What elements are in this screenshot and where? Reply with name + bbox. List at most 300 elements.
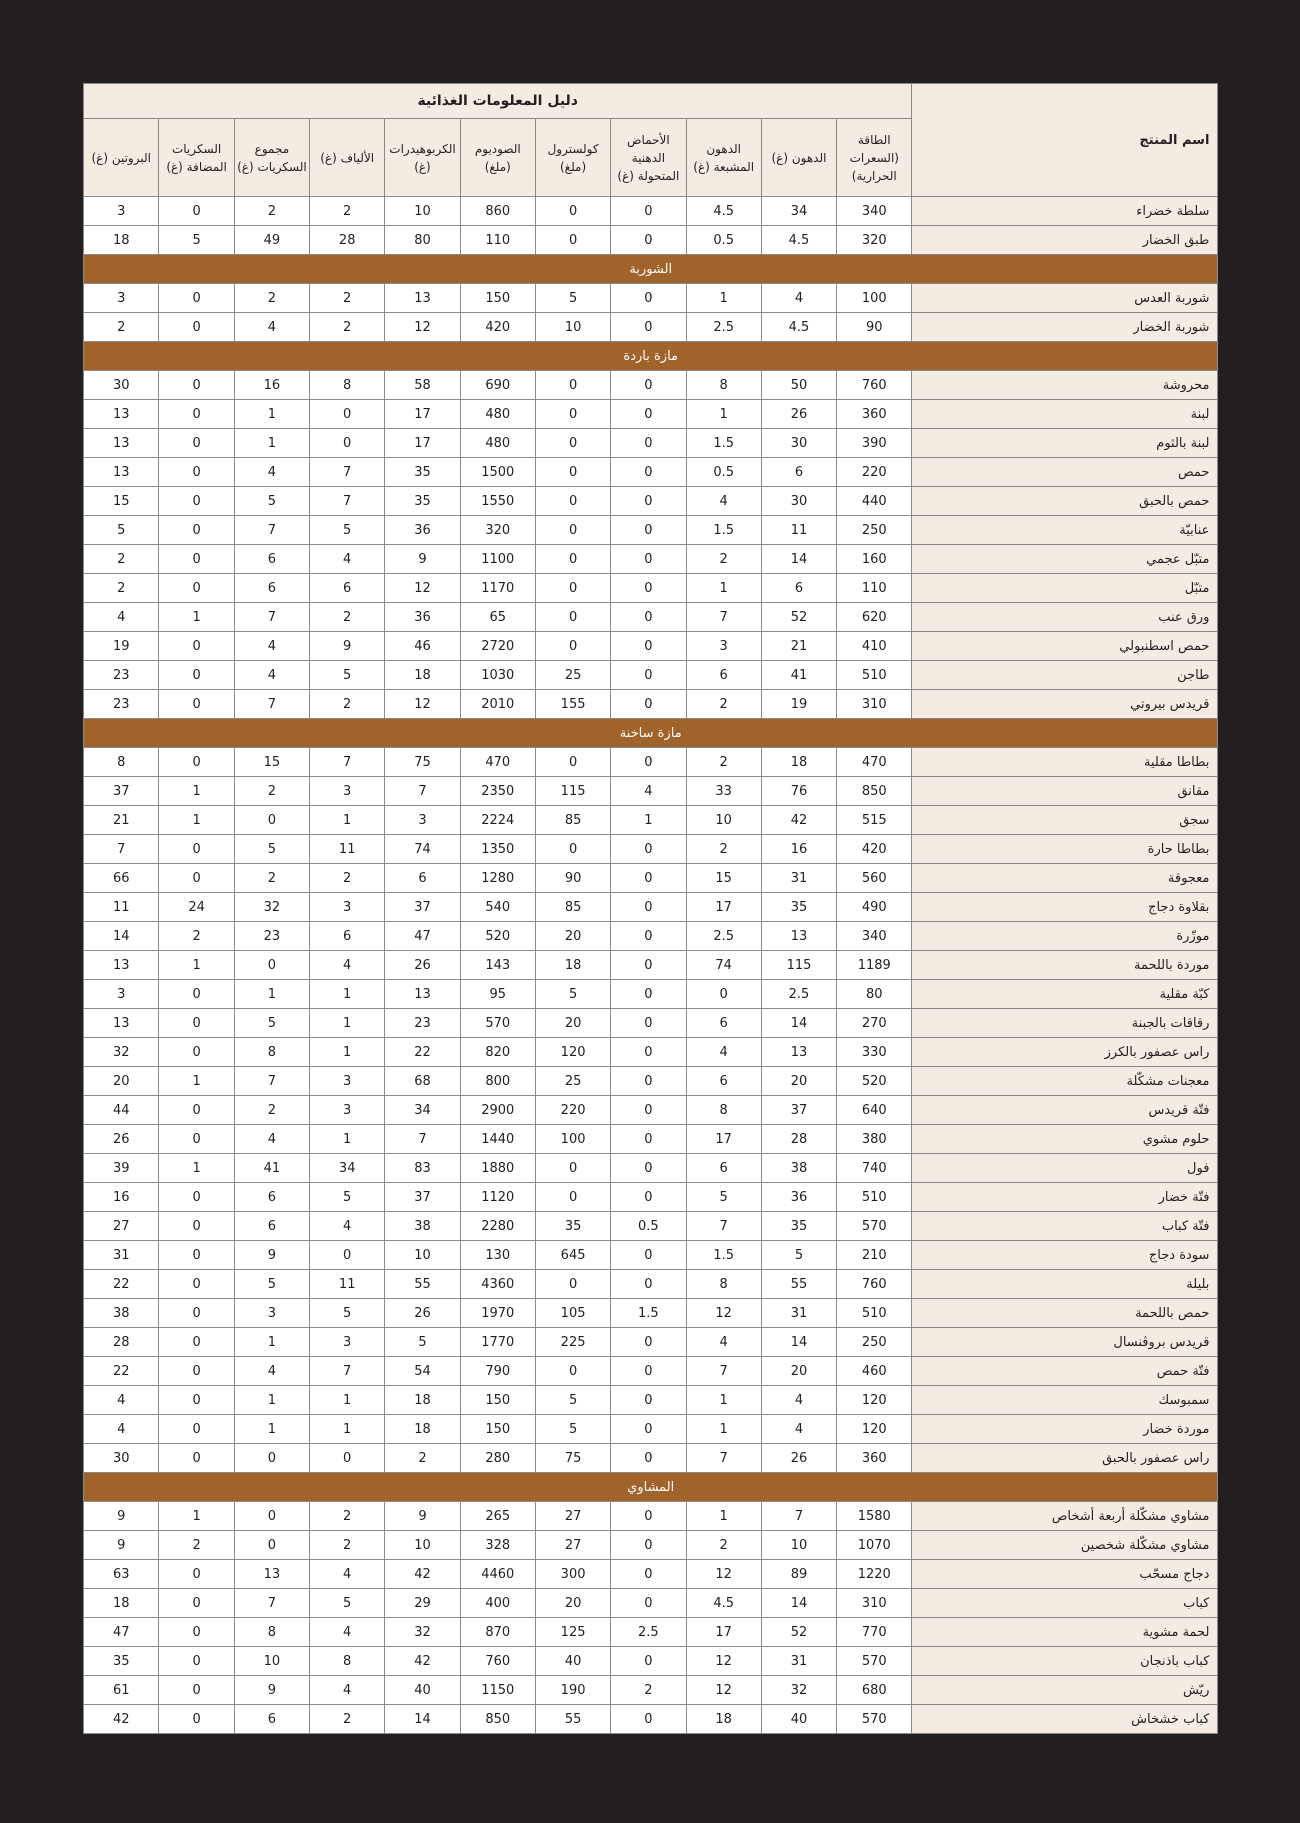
- value-cell: 480: [460, 429, 535, 458]
- value-cell: 3: [84, 980, 159, 1009]
- value-cell: 11: [310, 835, 385, 864]
- value-cell: 22: [84, 1270, 159, 1299]
- table-row: [84, 951, 1218, 980]
- product-name-cell: قريدس بروڤنسال: [912, 1328, 1218, 1357]
- value-cell: 66: [84, 864, 159, 893]
- column-header: الصوديوم (ملغ): [460, 119, 535, 197]
- value-cell: 4.5: [686, 1589, 761, 1618]
- value-cell: 1.5: [686, 516, 761, 545]
- value-cell: 8: [310, 371, 385, 400]
- value-cell: 9: [234, 1241, 309, 1270]
- value-cell: 0: [535, 603, 610, 632]
- value-cell: 6: [234, 1183, 309, 1212]
- value-cell: 270: [837, 1009, 912, 1038]
- value-cell: 0: [611, 197, 686, 226]
- product-name-cell: سلطة خضراء: [912, 197, 1218, 226]
- value-cell: 190: [535, 1676, 610, 1705]
- value-cell: 0: [159, 864, 234, 893]
- value-cell: 5: [310, 1299, 385, 1328]
- value-cell: 83: [385, 1154, 460, 1183]
- value-cell: 0: [159, 429, 234, 458]
- value-cell: 0.5: [686, 226, 761, 255]
- value-cell: 570: [837, 1212, 912, 1241]
- value-cell: 7: [761, 1502, 836, 1531]
- value-cell: 0: [159, 1183, 234, 1212]
- value-cell: 330: [837, 1038, 912, 1067]
- value-cell: 14: [761, 1009, 836, 1038]
- product-name-cell: حلوم مشوي: [912, 1125, 1218, 1154]
- table-row: [84, 197, 1218, 226]
- value-cell: 1: [611, 806, 686, 835]
- value-cell: 40: [385, 1676, 460, 1705]
- value-cell: 3: [310, 1096, 385, 1125]
- value-cell: 470: [837, 748, 912, 777]
- value-cell: 8: [686, 1270, 761, 1299]
- value-cell: 1: [686, 574, 761, 603]
- value-cell: 2: [310, 313, 385, 342]
- value-cell: 2.5: [686, 922, 761, 951]
- value-cell: 74: [686, 951, 761, 980]
- value-cell: 0: [686, 980, 761, 1009]
- product-name-cell: عنابيّة: [912, 516, 1218, 545]
- value-cell: 80: [385, 226, 460, 255]
- value-cell: 16: [761, 835, 836, 864]
- value-cell: 18: [535, 951, 610, 980]
- value-cell: 515: [837, 806, 912, 835]
- value-cell: 4.5: [761, 313, 836, 342]
- value-cell: 0: [535, 197, 610, 226]
- value-cell: 36: [385, 516, 460, 545]
- product-name-cell: شوربة العدس: [912, 284, 1218, 313]
- value-cell: 460: [837, 1357, 912, 1386]
- value-cell: 2: [234, 1096, 309, 1125]
- value-cell: 13: [84, 400, 159, 429]
- value-cell: 5: [234, 835, 309, 864]
- value-cell: 0: [310, 400, 385, 429]
- value-cell: 1: [310, 806, 385, 835]
- value-cell: 1: [159, 603, 234, 632]
- value-cell: 0: [535, 226, 610, 255]
- value-cell: 0: [611, 1560, 686, 1589]
- value-cell: 15: [234, 748, 309, 777]
- product-name-cell: ريّش: [912, 1676, 1218, 1705]
- value-cell: 7: [686, 1357, 761, 1386]
- column-header: الكربوهيدرات (غ): [385, 119, 460, 197]
- table-title: دليل المعلومات الغذائية: [84, 84, 912, 119]
- value-cell: 1170: [460, 574, 535, 603]
- value-cell: 1030: [460, 661, 535, 690]
- value-cell: 800: [460, 1067, 535, 1096]
- value-cell: 13: [84, 1009, 159, 1038]
- value-cell: 28: [761, 1125, 836, 1154]
- value-cell: 9: [310, 632, 385, 661]
- value-cell: 510: [837, 661, 912, 690]
- value-cell: 640: [837, 1096, 912, 1125]
- value-cell: 5: [761, 1241, 836, 1270]
- table-row: [84, 226, 1218, 255]
- value-cell: 26: [761, 1444, 836, 1473]
- product-name-cell: موزّرة: [912, 922, 1218, 951]
- table-row: [84, 1357, 1218, 1386]
- value-cell: 2: [611, 1676, 686, 1705]
- column-header: كولسترول (ملغ): [535, 119, 610, 197]
- value-cell: 0: [611, 1357, 686, 1386]
- value-cell: 7: [686, 1212, 761, 1241]
- product-name-cell: حمص اسطنبولي: [912, 632, 1218, 661]
- value-cell: 3: [84, 197, 159, 226]
- value-cell: 1: [159, 777, 234, 806]
- value-cell: 1.5: [686, 429, 761, 458]
- value-cell: 6: [686, 1009, 761, 1038]
- section-title: مازة باردة: [84, 342, 1218, 371]
- value-cell: 0.5: [686, 458, 761, 487]
- product-name-cell: شوربة الخضار: [912, 313, 1218, 342]
- value-cell: 0: [611, 226, 686, 255]
- table-row: [84, 1183, 1218, 1212]
- value-cell: 1440: [460, 1125, 535, 1154]
- value-cell: 1: [686, 284, 761, 313]
- value-cell: 4.5: [761, 226, 836, 255]
- value-cell: 310: [837, 690, 912, 719]
- value-cell: 1: [686, 400, 761, 429]
- value-cell: 8: [686, 1096, 761, 1125]
- value-cell: 1: [310, 1009, 385, 1038]
- value-cell: 440: [837, 487, 912, 516]
- value-cell: 520: [460, 922, 535, 951]
- value-cell: 37: [761, 1096, 836, 1125]
- value-cell: 320: [837, 226, 912, 255]
- value-cell: 2: [686, 690, 761, 719]
- table-row: [84, 284, 1218, 313]
- table-row: [84, 922, 1218, 951]
- value-cell: 0: [159, 400, 234, 429]
- value-cell: 1: [234, 980, 309, 1009]
- value-cell: 1: [686, 1415, 761, 1444]
- value-cell: 1: [686, 1502, 761, 1531]
- value-cell: 0: [234, 1444, 309, 1473]
- value-cell: 49: [234, 226, 309, 255]
- value-cell: 10: [234, 1647, 309, 1676]
- value-cell: 8: [234, 1038, 309, 1067]
- table-row: [84, 1618, 1218, 1647]
- value-cell: 7: [234, 690, 309, 719]
- product-name-cell: فتّة خضار: [912, 1183, 1218, 1212]
- value-cell: 1: [159, 1067, 234, 1096]
- product-name-cell: سجق: [912, 806, 1218, 835]
- value-cell: 4: [310, 1212, 385, 1241]
- value-cell: 2: [310, 1502, 385, 1531]
- table-row: [84, 1705, 1218, 1734]
- value-cell: 0: [611, 1589, 686, 1618]
- product-name-cell: حمص باللحمة: [912, 1299, 1218, 1328]
- value-cell: 0: [611, 1705, 686, 1734]
- value-cell: 0: [159, 690, 234, 719]
- value-cell: 7: [84, 835, 159, 864]
- value-cell: 0: [611, 1444, 686, 1473]
- value-cell: 36: [761, 1183, 836, 1212]
- value-cell: 0: [159, 1212, 234, 1241]
- value-cell: 13: [84, 951, 159, 980]
- value-cell: 26: [385, 951, 460, 980]
- value-cell: 400: [460, 1589, 535, 1618]
- value-cell: 1: [310, 1415, 385, 1444]
- value-cell: 150: [460, 284, 535, 313]
- value-cell: 6: [686, 1154, 761, 1183]
- value-cell: 6: [310, 922, 385, 951]
- product-name-cell: قريدس بيروتي: [912, 690, 1218, 719]
- value-cell: 35: [385, 487, 460, 516]
- value-cell: 2: [310, 1705, 385, 1734]
- value-cell: 390: [837, 429, 912, 458]
- value-cell: 0: [611, 1183, 686, 1212]
- value-cell: 0: [611, 1241, 686, 1270]
- value-cell: 13: [234, 1560, 309, 1589]
- value-cell: 2: [234, 284, 309, 313]
- table-row: [84, 1038, 1218, 1067]
- value-cell: 820: [460, 1038, 535, 1067]
- value-cell: 20: [761, 1357, 836, 1386]
- product-name-cell: ورق عنب: [912, 603, 1218, 632]
- value-cell: 42: [84, 1705, 159, 1734]
- value-cell: 1.5: [686, 1241, 761, 1270]
- table-row: [84, 1270, 1218, 1299]
- value-cell: 55: [535, 1705, 610, 1734]
- value-cell: 0.5: [611, 1212, 686, 1241]
- value-cell: 7: [234, 603, 309, 632]
- value-cell: 14: [761, 545, 836, 574]
- value-cell: 30: [761, 487, 836, 516]
- value-cell: 31: [761, 1647, 836, 1676]
- value-cell: 52: [761, 603, 836, 632]
- table-row: [84, 1444, 1218, 1473]
- value-cell: 0: [611, 1328, 686, 1357]
- value-cell: 1970: [460, 1299, 535, 1328]
- value-cell: 4: [310, 1618, 385, 1647]
- value-cell: 1500: [460, 458, 535, 487]
- value-cell: 0: [159, 1038, 234, 1067]
- value-cell: 9: [84, 1531, 159, 1560]
- value-cell: 5: [385, 1328, 460, 1357]
- column-header: الدهون المشبعة (غ): [686, 119, 761, 197]
- value-cell: 0: [611, 864, 686, 893]
- value-cell: 24: [159, 893, 234, 922]
- product-name-cell: راس عصفور بالحبق: [912, 1444, 1218, 1473]
- value-cell: 250: [837, 1328, 912, 1357]
- product-name-cell: متبّل عجمي: [912, 545, 1218, 574]
- value-cell: 770: [837, 1618, 912, 1647]
- value-cell: 10: [385, 197, 460, 226]
- value-cell: 0: [159, 1560, 234, 1589]
- value-cell: 25: [535, 661, 610, 690]
- value-cell: 1070: [837, 1531, 912, 1560]
- value-cell: 0: [159, 1270, 234, 1299]
- value-cell: 0: [611, 371, 686, 400]
- value-cell: 0: [159, 1705, 234, 1734]
- value-cell: 5: [234, 1009, 309, 1038]
- value-cell: 280: [460, 1444, 535, 1473]
- value-cell: 37: [385, 893, 460, 922]
- value-cell: 0: [611, 1096, 686, 1125]
- value-cell: 2280: [460, 1212, 535, 1241]
- value-cell: 38: [385, 1212, 460, 1241]
- value-cell: 0: [535, 429, 610, 458]
- product-name-cell: معجنات مشكّلة: [912, 1067, 1218, 1096]
- value-cell: 15: [84, 487, 159, 516]
- value-cell: 6: [761, 574, 836, 603]
- value-cell: 150: [460, 1415, 535, 1444]
- table-row: [84, 1009, 1218, 1038]
- value-cell: 6: [686, 661, 761, 690]
- value-cell: 5: [84, 516, 159, 545]
- product-name-cell: لبنة: [912, 400, 1218, 429]
- value-cell: 27: [84, 1212, 159, 1241]
- value-cell: 320: [460, 516, 535, 545]
- value-cell: 18: [84, 1589, 159, 1618]
- value-cell: 17: [385, 400, 460, 429]
- value-cell: 115: [535, 777, 610, 806]
- value-cell: 2.5: [686, 313, 761, 342]
- value-cell: 8: [686, 371, 761, 400]
- product-name-cell: فتّة حمص: [912, 1357, 1218, 1386]
- value-cell: 36: [385, 603, 460, 632]
- value-cell: 790: [460, 1357, 535, 1386]
- value-cell: 420: [837, 835, 912, 864]
- section-header-row: [84, 1473, 1218, 1502]
- value-cell: 4: [310, 1676, 385, 1705]
- value-cell: 20: [761, 1067, 836, 1096]
- value-cell: 115: [761, 951, 836, 980]
- value-cell: 1: [310, 1038, 385, 1067]
- value-cell: 76: [761, 777, 836, 806]
- value-cell: 380: [837, 1125, 912, 1154]
- column-header: مجموع السكريات (غ): [234, 119, 309, 197]
- value-cell: 3: [310, 777, 385, 806]
- value-cell: 300: [535, 1560, 610, 1589]
- value-cell: 130: [460, 1241, 535, 1270]
- value-cell: 21: [84, 806, 159, 835]
- table-row: [84, 835, 1218, 864]
- column-header: الطاقة (السعرات الحرارية): [837, 119, 912, 197]
- value-cell: 17: [686, 893, 761, 922]
- value-cell: 645: [535, 1241, 610, 1270]
- value-cell: 5: [234, 1270, 309, 1299]
- value-cell: 0: [611, 893, 686, 922]
- table-row: [84, 806, 1218, 835]
- value-cell: 110: [837, 574, 912, 603]
- value-cell: 0: [310, 1241, 385, 1270]
- value-cell: 7: [686, 1444, 761, 1473]
- value-cell: 23: [84, 690, 159, 719]
- value-cell: 2: [234, 864, 309, 893]
- value-cell: 1: [310, 1386, 385, 1415]
- value-cell: 7: [385, 777, 460, 806]
- value-cell: 22: [84, 1357, 159, 1386]
- value-cell: 4: [761, 1386, 836, 1415]
- value-cell: 0: [611, 1647, 686, 1676]
- table-row: [84, 400, 1218, 429]
- value-cell: 10: [686, 806, 761, 835]
- value-cell: 0: [159, 1328, 234, 1357]
- value-cell: 20: [535, 922, 610, 951]
- value-cell: 1: [310, 980, 385, 1009]
- value-cell: 510: [837, 1299, 912, 1328]
- value-cell: 39: [84, 1154, 159, 1183]
- value-cell: 850: [460, 1705, 535, 1734]
- value-cell: 13: [84, 429, 159, 458]
- value-cell: 10: [385, 1531, 460, 1560]
- value-cell: 2: [686, 748, 761, 777]
- value-cell: 12: [686, 1647, 761, 1676]
- value-cell: 0: [611, 1067, 686, 1096]
- product-name-cell: بطاطا حارة: [912, 835, 1218, 864]
- value-cell: 420: [460, 313, 535, 342]
- value-cell: 740: [837, 1154, 912, 1183]
- value-cell: 7: [234, 516, 309, 545]
- value-cell: 2: [84, 313, 159, 342]
- product-name-cell: سودة دجاج: [912, 1241, 1218, 1270]
- value-cell: 38: [761, 1154, 836, 1183]
- value-cell: 23: [234, 922, 309, 951]
- table-row: [84, 516, 1218, 545]
- product-name-cell: مشاوي مشكّلة شخصين: [912, 1531, 1218, 1560]
- value-cell: 27: [535, 1502, 610, 1531]
- value-cell: 2: [159, 922, 234, 951]
- value-cell: 27: [535, 1531, 610, 1560]
- product-name-cell: موردة خضار: [912, 1415, 1218, 1444]
- value-cell: 7: [686, 603, 761, 632]
- value-cell: 2: [84, 574, 159, 603]
- value-cell: 13: [385, 284, 460, 313]
- value-cell: 37: [84, 777, 159, 806]
- value-cell: 4: [761, 1415, 836, 1444]
- value-cell: 1189: [837, 951, 912, 980]
- product-name-cell: كبّة مقلية: [912, 980, 1218, 1009]
- value-cell: 10: [761, 1531, 836, 1560]
- value-cell: 0: [611, 458, 686, 487]
- value-cell: 0: [159, 1241, 234, 1270]
- value-cell: 14: [761, 1589, 836, 1618]
- value-cell: 0: [159, 516, 234, 545]
- value-cell: 20: [535, 1589, 610, 1618]
- value-cell: 18: [84, 226, 159, 255]
- value-cell: 21: [761, 632, 836, 661]
- product-name-cell: متبّل: [912, 574, 1218, 603]
- value-cell: 4: [84, 1415, 159, 1444]
- value-cell: 12: [686, 1676, 761, 1705]
- table-body: [84, 197, 1218, 1734]
- value-cell: 0: [159, 1386, 234, 1415]
- value-cell: 0: [159, 980, 234, 1009]
- value-cell: 25: [535, 1067, 610, 1096]
- product-name-cell: كباب باذنجان: [912, 1647, 1218, 1676]
- value-cell: 15: [686, 864, 761, 893]
- value-cell: 52: [761, 1618, 836, 1647]
- value-cell: 4: [310, 545, 385, 574]
- value-cell: 143: [460, 951, 535, 980]
- value-cell: 9: [385, 545, 460, 574]
- value-cell: 13: [385, 980, 460, 1009]
- value-cell: 17: [686, 1125, 761, 1154]
- value-cell: 8: [310, 1647, 385, 1676]
- value-cell: 0: [611, 835, 686, 864]
- product-name-cell: راس عصفور بالكرز: [912, 1038, 1218, 1067]
- value-cell: 0: [611, 661, 686, 690]
- value-cell: 0: [159, 1096, 234, 1125]
- product-name-cell: مشاوي مشكّلة أربعة أشخاص: [912, 1502, 1218, 1531]
- value-cell: 35: [761, 1212, 836, 1241]
- value-cell: 7: [310, 748, 385, 777]
- value-cell: 4: [686, 1038, 761, 1067]
